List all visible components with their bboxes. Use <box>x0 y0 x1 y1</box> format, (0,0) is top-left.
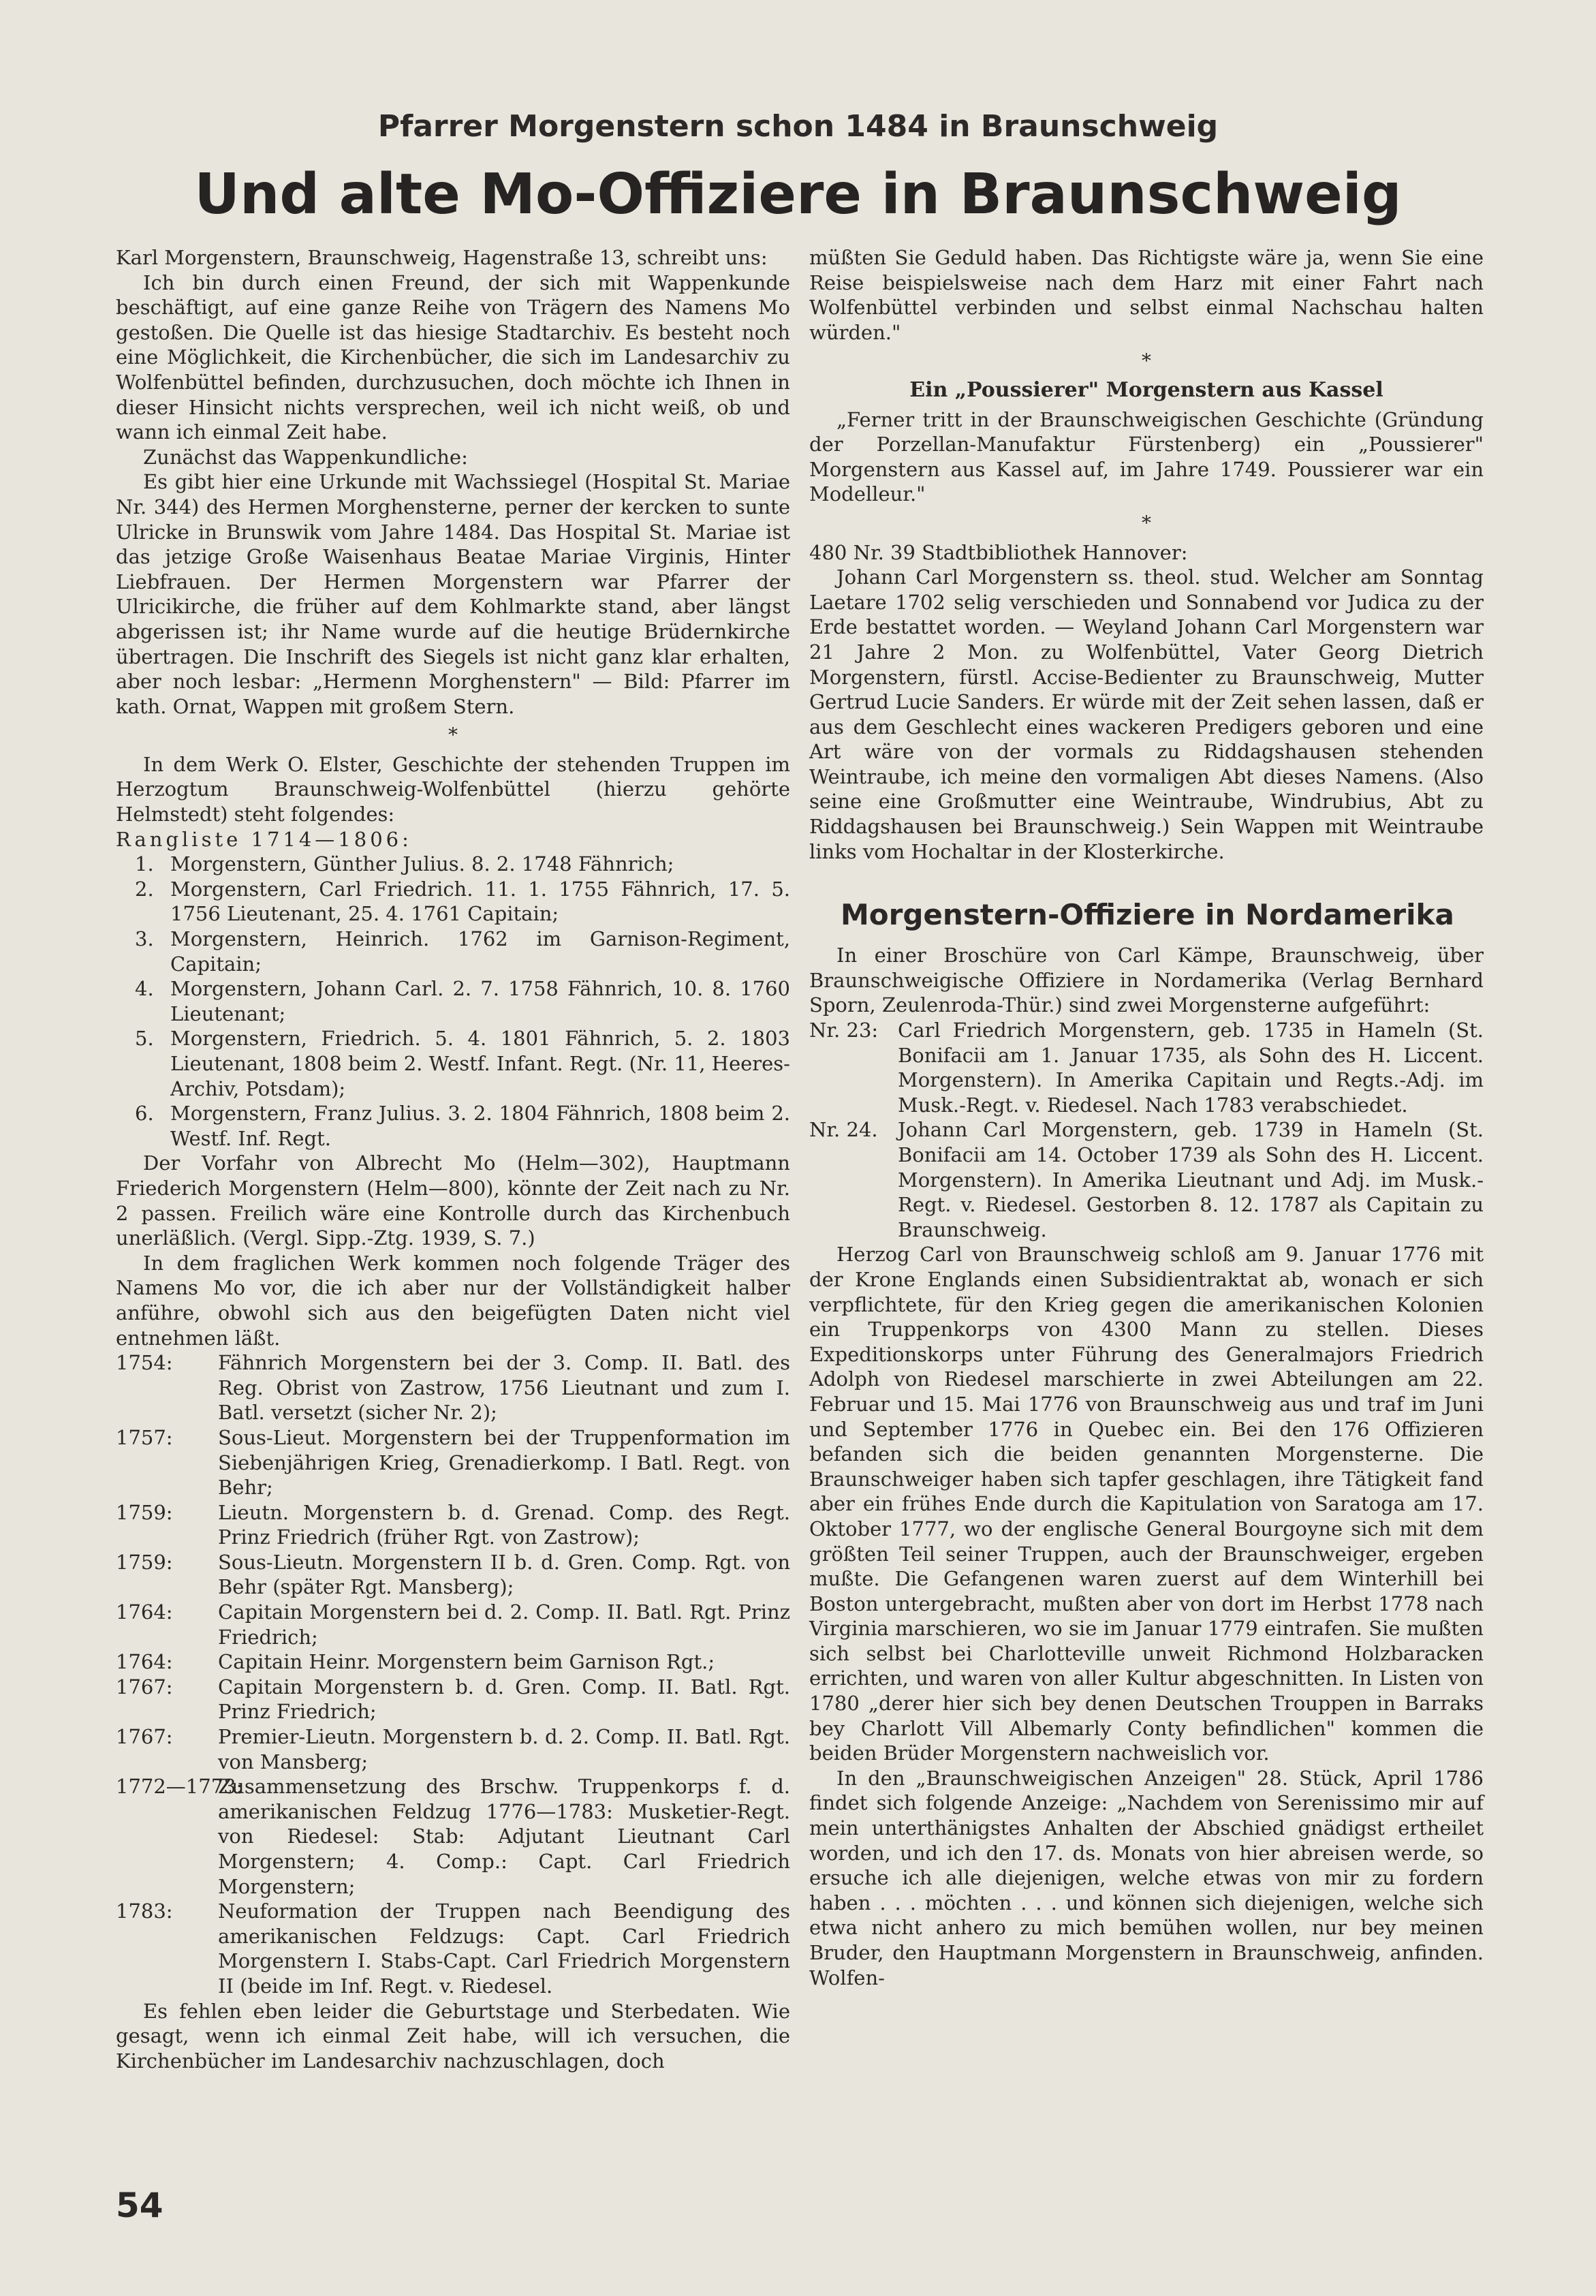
list-item: 1764: Capitain Morgenstern bei d. 2. Comp. II. Batl. Rgt. Prinz Friedrich; <box>116 1600 790 1649</box>
paragraph: müßten Sie Geduld haben. Das Richtigste wäre ja, wenn Sie eine Reise beispielsweise nach dem Harz mit einer Fahrt nach Wolfenbüttel verbinden und selbst einmal Nachschau halten würden." <box>809 246 1484 344</box>
kicker-heading: Pfarrer Morgenstern schon 1484 in Braunschweig <box>377 109 1219 144</box>
list-item: 1757: Sous-Lieut. Morgenstern bei der Truppenformation im Siebenjährigen Krieg, Grenadierkomp. I Batl. Regt. von Behr; <box>116 1425 790 1500</box>
list-item: 3. Morgenstern, Heinrich. 1762 im Garnison-Regiment, Capitain; <box>135 927 790 976</box>
list-item: 1764: Capitain Heinr. Morgenstern beim Garnison Rgt.; <box>116 1650 715 1674</box>
section-divider-star: * <box>1142 350 1151 373</box>
list-item: 1783: Neuformation der Truppen nach Beendigung des amerikanischen Feldzugs: Capt. Carl Friedrich Morgenstern I. Stabs-Capt. Carl Friedrich Morgenstern II (beide im Inf. Regt. v. Riedesel. <box>116 1899 790 1998</box>
list-item: Nr. 23: Carl Friedrich Morgenstern, geb. 1735 in Hameln (St. Bonifacii am 1. Januar 1735, als Sohn des H. Liccent. Morgenstern). In Amerika Capitain und Regts.-Adj. im Musk.-Regt. v. Riedesel. Nach 1783 verabschiedet. <box>809 1019 1484 1117</box>
paragraph: In dem Werk O. Elster, Geschichte der stehenden Truppen im Herzogtum Braunschweig-Wolfenbüttel (hierzu gehörte Helmstedt) steht folgendes: <box>116 752 790 826</box>
paragraph: In den „Braunschweigischen Anzeigen" 28. Stück, April 1786 findet sich folgende Anzeige: „Nachdem von Serenissimo mir auf mein unterthänigstes Anhalten der Abschied gnädigst ertheilet worden, und ich den 17. ds. Monats von hier abreisen werde, so ersuche ich alle diejenigen, welche etwas von mir zu fordern haben . . . möchten . . . und können sich diejenigen, welche sich etwa nicht anhero zu mich bemühen wollen, nur bey meinen Bruder, den Hauptmann Morgenstern in Braunschweig, anfinden. Wolfen- <box>809 1766 1484 1989</box>
rank-list <box>116 852 790 1151</box>
paragraph: Es fehlen eben leider die Geburtstage und Sterbedaten. Wie gesagt, wenn ich einmal Zeit habe, will ich versuchen, die Kirchenbücher im Landesarchiv nachzuschlagen, doch <box>116 1999 790 2073</box>
list-item: 1772—1773: Zusammensetzung des Brschw. Truppenkorps f. d. amerikanischen Feldzug 1776—1783: Musketier-Regt. von Riedesel: Stab: Adjutant Lieutnant Carl Morgenstern; 4. Comp.: Capt. Carl Friedrich Morgenstern; <box>116 1775 790 1898</box>
list-item: 1754: Fähnrich Morgenstern bei der 3. Comp. II. Batl. des Reg. Obrist von Zastrow, 1756 Lieutnant und zum I. Batl. versetzt (sicher Nr. 2); <box>116 1351 790 1425</box>
paragraph: Karl Morgenstern, Braunschweig, Hagenstraße 13, schreibt uns: <box>116 246 768 269</box>
paragraph: Johann Carl Morgenstern ss. theol. stud. Welcher am Sonntag Laetare 1702 selig verschieden und Sonnabend vor Judica zu der Erde bestattet worden. — Weyland Johann Carl Morgenstern war 21 Jahre 2 Mon. zu Wolfenbüttel, Vater Georg Dietrich Morgenstern, fürstl. Accise-Bedienter zu Braunschweig, Mutter Gertrud Lucie Sanders. Er würde mit der Zeit sehen lassen, daß er aus dem Geschlecht eines wackeren Predigers geboren und eine Art wäre von der vormals zu Riddagshausen stehenden Weintraube, ich meine den vormaligen Abt dieses Namens. (Also seine eine Großmutter eine Weintraube, Windrubius, Abt zu Riddagshausen bei Braunschweig.) Sein Wappen mit Weintraube links vom Hochaltar in der Klosterkirche. <box>809 565 1484 863</box>
section-heading: Morgenstern-Offiziere in Nordamerika <box>841 898 1454 932</box>
list-item: 1767: Premier-Lieutn. Morgenstern b. d. 2. Comp. II. Batl. Rgt. von Mansberg; <box>116 1725 790 1773</box>
rangliste-heading: Rangliste 1714—1806: <box>116 827 412 851</box>
subheading: Ein „Poussierer" Morgenstern aus Kassel <box>909 377 1383 402</box>
dated-list <box>116 1350 790 1998</box>
paragraph: Herzog Carl von Braunschweig schloß am 9. Januar 1776 mit der Krone Englands einen Subsidientraktat ab, wonach er sich verpflichtete, für den Krieg gegen die amerikanischen Kolonien ein Truppenkorps von 4300 Mann zu stellen. Dieses Expeditionskorps unter Führung des Generalmajors Friedrich Adolph von Riedesel marschierte in zwei Abteilungen am 22. Februar und 15. Mai 1776 von Braunschweig aus und traf im Juni und September 1776 in Quebec ein. Bei den 176 Offizieren befanden sich die beiden genannten Morgensterne. Die Braunschweiger haben sich tapfer geschlagen, ihre Tätigkeit fand aber ein frühes Ende durch die Kapitulation von Saratoga am 17. Oktober 1777, wo der englische General Bourgoyne sich mit dem größten Teil seiner Truppen, auch der Braunschweiger, ergeben mußte. Die Gefangenen waren zuerst auf dem Winterhill bei Boston untergebracht, mußten aber von dort im Herbst 1778 nach Virginia marschieren, wo sie im Januar 1779 eintrafen. Sie mußten sich selbst bei Charlotteville unweit Richmond Holzbaracken errichten, und waren von aller Kultur abgeschnitten. In Listen von 1780 „derer hier sich bey denen Deutschen Trouppen in Barraks bey Charlott Vill Albemarly Conty befindlichen" kommen die beiden Brüder Morgenstern nachweislich vor. <box>809 1243 1484 1765</box>
list-item: 5. Morgenstern, Friedrich. 5. 4. 1801 Fähnrich, 5. 2. 1803 Lieutenant, 1808 beim 2. Westf. Infant. Regt. (Nr. 11, Heeres-Archiv, Potsdam); <box>135 1027 790 1100</box>
list-item: 6. Morgenstern, Franz Julius. 3. 2. 1804 Fähnrich, 1808 beim 2. Westf. Inf. Regt. <box>135 1102 790 1150</box>
paragraph: „Ferner tritt in der Braunschweigischen Geschichte (Gründung der Porzellan-Manufaktur Fürstenberg) ein „Poussierer" Morgenstern aus Kassel auf, im Jahre 1749. Poussierer war ein Modelleur." <box>809 407 1484 506</box>
list-item: 1767: Capitain Morgenstern b. d. Gren. Comp. II. Batl. Rgt. Prinz Friedrich; <box>116 1675 790 1724</box>
section-divider-star: * <box>1142 511 1151 534</box>
list-item: 1759: Lieutn. Morgenstern b. d. Grenad. Comp. des Regt. Prinz Friedrich (früher Rgt. von Zastrow); <box>116 1500 790 1549</box>
paragraph: In einer Broschüre von Carl Kämpe, Braunschweig, über Braunschweigische Offiziere in Nordamerika (Verlag Bernhard Sporn, Zeulenroda-Thür.) sind zwei Morgensterne aufgeführt: <box>809 944 1484 1017</box>
headline: Und alte Mo-Offiziere in Braunschweig <box>194 162 1402 227</box>
list-item: 4. Morgenstern, Johann Carl. 2. 7. 1758 Fähnrich, 10. 8. 1760 Lieutenant; <box>135 977 790 1025</box>
list-item: 1. Morgenstern, Günther Julius. 8. 2. 1748 Fähnrich; <box>135 852 674 876</box>
right-column <box>809 245 1484 1990</box>
list-item: Nr. 24. Johann Carl Morgenstern, geb. 1739 in Hameln (St. Bonifacii am 14. October 1739 als Sohn des H. Liccent. Morgenstern). In Amerika Lieutnant und Adj. im Musk.-Regt. v. Riedesel. Gestorben 8. 12. 1787 als Capitain zu Braunschweig. <box>809 1118 1484 1241</box>
officer-entries <box>809 1018 1484 1242</box>
page-number: 54 <box>116 2186 163 2225</box>
list-item: 2. Morgenstern, Carl Friedrich. 11. 1. 1755 Fähnrich, 17. 5. 1756 Lieutenant, 25. 4. 1761 Capitain; <box>135 877 790 926</box>
paragraph: 480 Nr. 39 Stadtbibliothek Hannover: <box>809 540 1188 564</box>
list-item: 1759: Sous-Lieutn. Morgenstern II b. d. Gren. Comp. Rgt. von Behr (später Rgt. Mansberg); <box>116 1550 790 1599</box>
paragraph: Ich bin durch einen Freund, der sich mit Wappenkunde beschäftigt, auf eine ganze Reihe von Trägern des Namens Mo gestoßen. Die Quelle ist das hiesige Stadtarchiv. Es besteht noch eine Möglichkeit, die Kirchenbücher, die sich im Landesarchiv zu Wolfenbüttel befinden, durchzusuchen, doch möchte ich Ihnen in dieser Hinsicht nichts versprechen, weil ich nicht weiß, ob und wann ich einmal Zeit habe. <box>116 270 790 444</box>
left-column <box>116 245 790 2073</box>
paragraph: Der Vorfahr von Albrecht Mo (Helm—302), Hauptmann Friederich Morgenstern (Helm—800), könnte der Zeit nach zu Nr. 2 passen. Freilich wäre eine Kontrolle durch das Kirchenbuch unerläßlich. (Vergl. Sipp.-Ztg. 1939, S. 7.) <box>116 1151 790 1250</box>
section-divider-star: * <box>448 724 458 747</box>
paragraph: Es gibt hier eine Urkunde mit Wachssiegel (Hospital St. Mariae Nr. 344) des Hermen Morghensterne, perner der kercken to sunte Ulricke in Brunswik vom Jahre 1484. Das Hospital St. Mariae ist das jetzige Große Waisenhaus Beatae Mariae Virginis, Hinter Liebfrauen. Der Hermen Morgenstern war Pfarrer der Ulricikirche, die früher auf dem Kohlmarkte stand, aber längst abgerissen ist; ihr Name wurde auf die heutige Brüdernkirche übertragen. Die Inschrift des Siegels ist nicht ganz klar erhalten, aber noch lesbar: „Hermenn Morghenstern" — Bild: Pfarrer im kath. Ornat, Wappen mit großem Stern. <box>116 470 790 718</box>
paragraph: In dem fraglichen Werk kommen noch folgende Träger des Namens Mo vor, die ich aber nur der Vollständigkeit halber anführe, obwohl sich aus den beigefügten Daten nicht viel entnehmen läßt. <box>116 1251 790 1350</box>
paragraph: Zunächst das Wappenkundliche: <box>143 445 468 469</box>
